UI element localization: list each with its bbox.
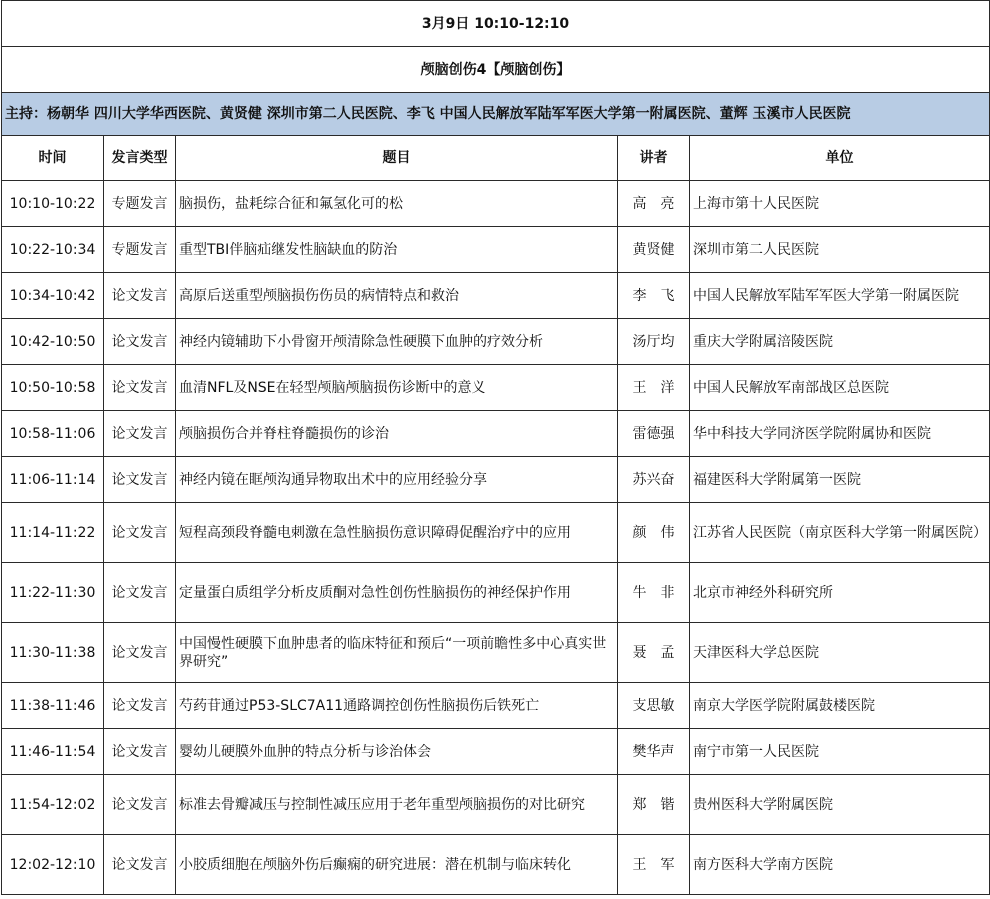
- talk-type: 论文发言: [104, 503, 176, 563]
- talk-title: 短程高颈段脊髓电刺激在急性脑损伤意识障碍促醒治疗中的应用: [176, 503, 618, 563]
- talk-title: 神经内镜在眶颅沟通异物取出术中的应用经验分享: [176, 457, 618, 503]
- talk-time: 11:14-11:22: [2, 503, 104, 563]
- talk-type: 论文发言: [104, 775, 176, 835]
- schedule-table: [1, 0, 990, 895]
- talk-type: 论文发言: [104, 273, 176, 319]
- talk-title: 芍药苷通过P53-SLC7A11通路调控创伤性脑损伤后铁死亡: [176, 683, 618, 729]
- session-row: [2, 47, 990, 93]
- talk-time: 10:22-10:34: [2, 227, 104, 273]
- talk-title: 血清NFL及NSE在轻型颅脑颅脑损伤诊断中的意义: [176, 365, 618, 411]
- talk-unit: 南京大学医学院附属鼓楼医院: [690, 683, 990, 729]
- talk-type: 论文发言: [104, 835, 176, 895]
- talk-speaker: 高 亮: [618, 181, 690, 227]
- talk-time: 10:10-10:22: [2, 181, 104, 227]
- talk-time: 10:34-10:42: [2, 273, 104, 319]
- date-row: [2, 1, 990, 47]
- talk-title: 小胶质细胞在颅脑外伤后癫痫的研究进展：潜在机制与临床转化: [176, 835, 618, 895]
- talk-speaker: 王 洋: [618, 365, 690, 411]
- talk-speaker: 李 飞: [618, 273, 690, 319]
- talk-speaker: 颜 伟: [618, 503, 690, 563]
- table-row: [2, 503, 990, 563]
- talk-title: 高原后送重型颅脑损伤伤员的病情特点和救治: [176, 273, 618, 319]
- table-row: [2, 563, 990, 623]
- talk-unit: 南宁市第一人民医院: [690, 729, 990, 775]
- talk-title: 脑损伤，盐耗综合征和氟氢化可的松: [176, 181, 618, 227]
- talk-speaker: 雷德强: [618, 411, 690, 457]
- talk-time: 10:42-10:50: [2, 319, 104, 365]
- talk-time: 10:50-10:58: [2, 365, 104, 411]
- table-row: [2, 181, 990, 227]
- talk-unit: 重庆大学附属涪陵医院: [690, 319, 990, 365]
- talk-speaker: 王 军: [618, 835, 690, 895]
- talk-speaker: 牛 非: [618, 563, 690, 623]
- talk-time: 11:38-11:46: [2, 683, 104, 729]
- talk-unit: 北京市神经外科研究所: [690, 563, 990, 623]
- talk-time: 10:58-11:06: [2, 411, 104, 457]
- talk-title: 标准去骨瓣减压与控制性减压应用于老年重型颅脑损伤的对比研究: [176, 775, 618, 835]
- talk-title: 重型TBI伴脑疝继发性脑缺血的防治: [176, 227, 618, 273]
- talk-speaker: 聂 孟: [618, 623, 690, 683]
- column-header-type: 发言类型: [104, 136, 176, 181]
- talk-type: 论文发言: [104, 319, 176, 365]
- talk-type: 专题发言: [104, 227, 176, 273]
- hosts-row: [2, 93, 990, 136]
- talk-unit: 福建医科大学附属第一医院: [690, 457, 990, 503]
- talk-type: 专题发言: [104, 181, 176, 227]
- talk-speaker: 苏兴奋: [618, 457, 690, 503]
- table-row: [2, 319, 990, 365]
- talk-title: 定量蛋白质组学分析皮质酮对急性创伤性脑损伤的神经保护作用: [176, 563, 618, 623]
- talk-title: 颅脑损伤合并脊柱脊髓损伤的诊治: [176, 411, 618, 457]
- talk-time: 11:46-11:54: [2, 729, 104, 775]
- table-row: [2, 273, 990, 319]
- column-header-unit: 单位: [690, 136, 990, 181]
- talk-speaker: 支思敏: [618, 683, 690, 729]
- header-row: [2, 136, 990, 181]
- talk-type: 论文发言: [104, 623, 176, 683]
- talk-time: 11:54-12:02: [2, 775, 104, 835]
- talk-type: 论文发言: [104, 411, 176, 457]
- column-header-time: 时间: [2, 136, 104, 181]
- talk-speaker: 汤厅均: [618, 319, 690, 365]
- session-title: 颅脑创伤4【颅脑创伤】: [2, 47, 990, 93]
- column-header-speaker: 讲者: [618, 136, 690, 181]
- talk-unit: 华中科技大学同济医学院附属协和医院: [690, 411, 990, 457]
- talk-title: 婴幼儿硬膜外血肿的特点分析与诊治体会: [176, 729, 618, 775]
- talk-speaker: 樊华声: [618, 729, 690, 775]
- talk-type: 论文发言: [104, 563, 176, 623]
- talk-speaker: 黄贤健: [618, 227, 690, 273]
- talk-time: 12:02-12:10: [2, 835, 104, 895]
- table-row: [2, 365, 990, 411]
- column-header-title: 题目: [176, 136, 618, 181]
- talk-type: 论文发言: [104, 365, 176, 411]
- talk-unit: 江苏省人民医院（南京医科大学第一附属医院）: [690, 503, 990, 563]
- talk-unit: 天津医科大学总医院: [690, 623, 990, 683]
- talk-title: 神经内镜辅助下小骨窗开颅清除急性硬膜下血肿的疗效分析: [176, 319, 618, 365]
- talk-type: 论文发言: [104, 457, 176, 503]
- table-row: [2, 623, 990, 683]
- table-row: [2, 457, 990, 503]
- table-row: [2, 411, 990, 457]
- session-date-time: 3月9日 10:10-12:10: [2, 1, 990, 47]
- table-row: [2, 729, 990, 775]
- table-row: [2, 775, 990, 835]
- talk-type: 论文发言: [104, 729, 176, 775]
- talk-time: 11:06-11:14: [2, 457, 104, 503]
- talk-unit: 中国人民解放军南部战区总医院: [690, 365, 990, 411]
- talk-time: 11:30-11:38: [2, 623, 104, 683]
- talk-speaker: 郑 锴: [618, 775, 690, 835]
- table-row: [2, 683, 990, 729]
- talk-unit: 南方医科大学南方医院: [690, 835, 990, 895]
- talk-unit: 上海市第十人民医院: [690, 181, 990, 227]
- talk-type: 论文发言: [104, 683, 176, 729]
- table-row: [2, 835, 990, 895]
- talk-unit: 贵州医科大学附属医院: [690, 775, 990, 835]
- session-hosts: 主持：杨朝华 四川大学华西医院、黄贤健 深圳市第二人民医院、李飞 中国人民解放军陆军军医大学第一附属医院、董辉 玉溪市人民医院: [2, 93, 990, 136]
- talk-time: 11:22-11:30: [2, 563, 104, 623]
- talk-title: 中国慢性硬膜下血肿患者的临床特征和预后“一项前瞻性多中心真实世界研究”: [176, 623, 618, 683]
- table-row: [2, 227, 990, 273]
- talk-unit: 深圳市第二人民医院: [690, 227, 990, 273]
- talk-unit: 中国人民解放军陆军军医大学第一附属医院: [690, 273, 990, 319]
